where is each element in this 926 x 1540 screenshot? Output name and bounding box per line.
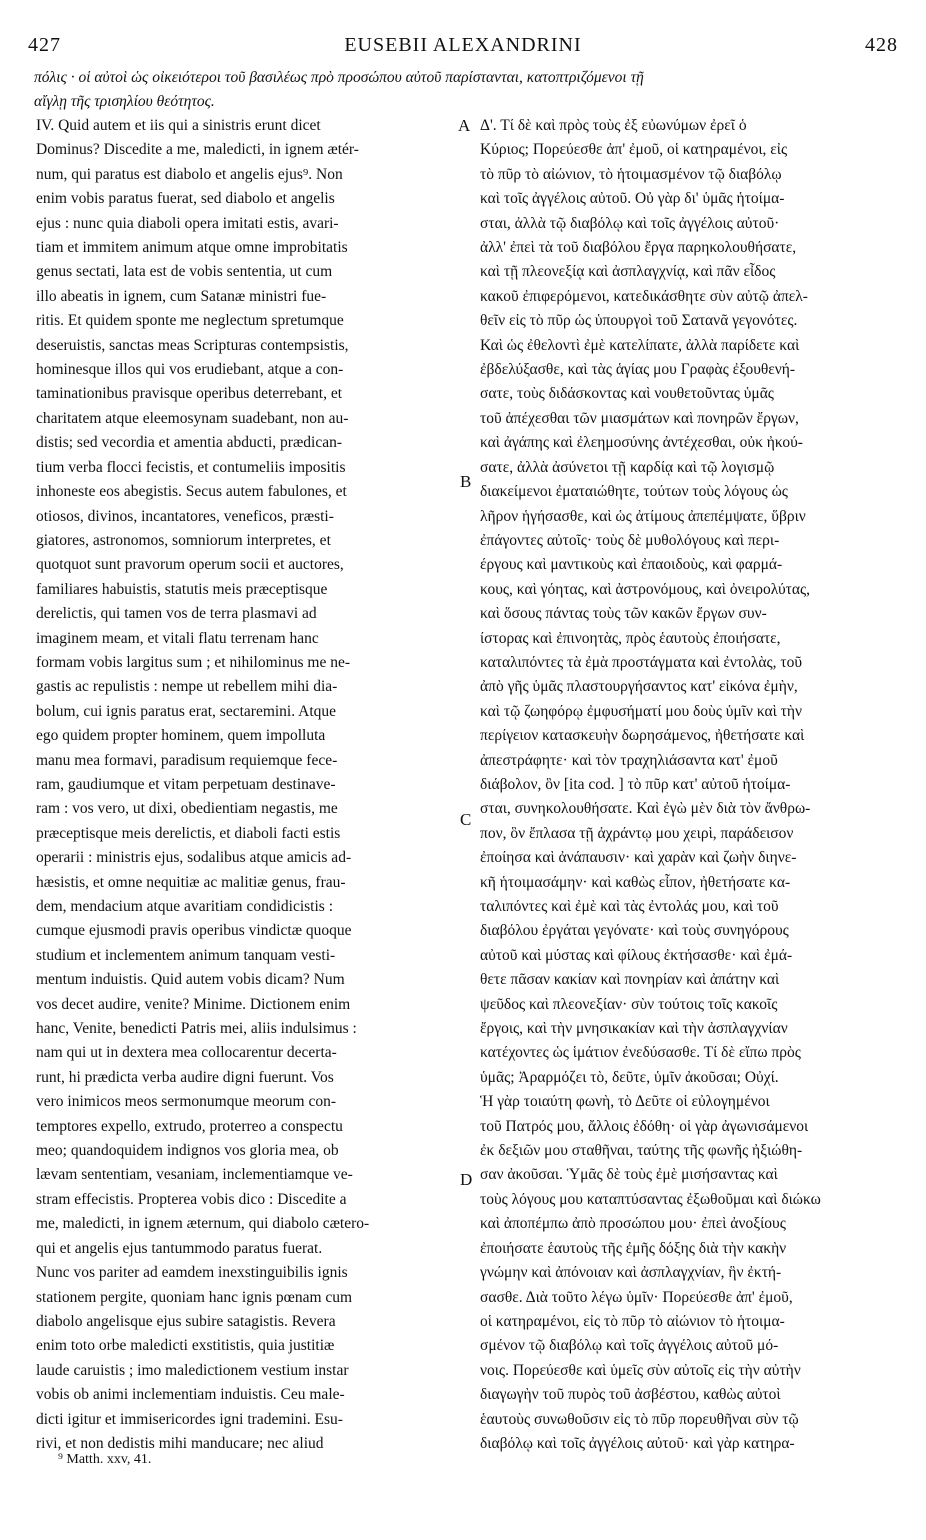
text-line: temptores expello, extrudo, proterreo a conspectu [36, 1117, 343, 1135]
text-line: ἔργοις, καὶ τὴν μνησικακίαν καὶ τὴν ἀσπλαγχνίαν [480, 1020, 788, 1038]
text-line: διαβόλῳ καὶ τοῖς ἀγγέλοις αὐτοῦ· καὶ γὰρ κατηρα- [480, 1434, 795, 1452]
text-line: Ἡ γὰρ τοιαύτη φωνὴ, τὸ Δεῦτε οἱ εὐλογημένοι [480, 1093, 770, 1111]
text-line: τὸ πῦρ τὸ αἰώνιον, τὸ ἡτοιμασμένον τῷ διαβόλῳ [480, 165, 782, 183]
text-line: διαγωγὴν τοῦ πυρὸς τοῦ ἀσβέστου, καθὼς αὐτοὶ [480, 1386, 781, 1404]
text-line: tiam et immitem animum atque omne improbitatis [36, 239, 348, 257]
latin-column [36, 114, 454, 1456]
text-line: derelictis, qui tamen vos de terra plasmavi ad [36, 605, 317, 623]
running-title: EUSEBII ALEXANDRINI [344, 34, 582, 56]
text-line: ἐποίησα καὶ ἀνάπαυσιν· καὶ χαρὰν καὶ ζωὴν διηνε- [480, 849, 797, 867]
text-line: illo abeatis in ignem, cum Satanæ ministri fue- [36, 287, 327, 305]
text-line: διακείμενοι ἐματαιώθητε, τούτων τοὺς λόγους ὡς [480, 483, 788, 501]
text-line: τοῦ Πατρός μου, ἄλλοις ἐδόθη· οἱ γὰρ ἀγωνισάμενοι [480, 1117, 809, 1135]
text-line: hominesque illos qui vos erudiebant, atque a con- [36, 361, 344, 379]
text-line: τοῦ ἀπέχεσθαι τῶν μιασμάτων καὶ πονηρῶν ἔργων, [480, 409, 799, 427]
page-number-left: 427 [28, 34, 61, 56]
text-line: dem, mendacium atque avaritiam condidicistis : [36, 898, 333, 915]
text-line: κατέχοντες ὡς ἱμάτιον ἐνεδύσασθε. Τί δὲ εἴπω πρὸς [480, 1044, 801, 1062]
text-line: otiosos, divinos, incantatores, veneficos, præsti- [36, 507, 334, 525]
text-line: κῆ ἡτοιμασάμην· καὶ καθὼς εἶπον, ἠθετήσατε κα- [480, 873, 791, 891]
greek-column [480, 114, 900, 1456]
text-line: γνώμην καὶ ἀπόνοιαν καὶ ἀσπλαγχνίαν, ἣν ἐκτή- [480, 1264, 782, 1282]
text-line: ἑαυτοὺς συνωθοῦσιν εἰς τὸ πῦρ πορευθῆναι σὺν τῷ [480, 1410, 799, 1428]
text-line: ἀπὸ γῆς ὑμᾶς πλαστουργήσαντος κατ' εἰκόνα ἐμὴν, [480, 678, 798, 696]
text-line: σται, συνηκολουθήσατε. Καὶ ἐγὼ μὲν διὰ τὸν ἄνθρω- [480, 800, 811, 818]
text-line: deseruistis, sanctas meas Scripturas contempsistis, [36, 336, 349, 354]
text-line: κους, καὶ γόητας, καὶ ἀστρονόμους, καὶ ὀνειρολύτας, [480, 580, 811, 598]
text-line: πον, ὃν ἔπλασα τῇ ἀχράντῳ μου χειρὶ, παράδεισον [480, 824, 794, 842]
text-line: charitatem atque eleemosynam suadebant, non au- [36, 409, 349, 427]
text-line: καὶ ἀποπέμπω ἀπὸ προσώπου μου· ἐπεὶ ἀνοξίους [480, 1215, 786, 1233]
text-line: αἴγλῃ τῆς τρισηλίου θεότητος. [34, 93, 215, 110]
text-line: Nunc vos pariter ad eamdem inexstinguibilis ignis [36, 1264, 348, 1282]
text-line: ejus : nunc quia diaboli opera imitati estis, avari- [36, 214, 339, 232]
text-line: καταλιπόντες τὰ ἐμὰ προστάγματα καὶ ἐντολὰς, τοῦ [480, 653, 803, 671]
text-line: Dominus? Discedite a me, maledicti, in ignem ætér- [36, 141, 359, 159]
text-line: inhoneste eos abegistis. Secus autem fabulones, et [36, 483, 347, 501]
text-line: familiares habuistis, statutis meis præceptisque [36, 580, 328, 598]
text-line: νοις. Πορεύεσθε καὶ ὑμεῖς σὺν αὐτοῖς εἰς τὴν αὐτὴν [480, 1361, 801, 1379]
text-line: gastis ac repulistis : nempe ut rebellem mihi dia- [36, 678, 338, 696]
text-line: præceptisque meis derelictis, et diaboli facti estis [36, 824, 341, 842]
text-line: ego quidem propter hominem, quem impolluta [36, 727, 326, 745]
section-marker-d: D [460, 1170, 473, 1189]
text-line: Δ'. Τί δὲ καὶ πρὸς τοὺς ἐξ εὐωνύμων ἐρεῖ ὁ [480, 117, 747, 134]
text-line: lævam sententiam, vesaniam, inclementiamque ve- [36, 1166, 353, 1184]
text-line: enim toto orbe maledicti exstitistis, quia justitiæ [36, 1337, 335, 1355]
text-line: enim vobis paratus fuerat, sed diabolo et angelis [36, 190, 335, 208]
page-header [28, 34, 898, 60]
text-line: operarii : ministris ejus, sodalibus atque amicis ad- [36, 849, 352, 867]
text-line: stationem pergite, quoniam hanc ignis pœnam cum [36, 1288, 353, 1306]
footnote: ⁹ Matth. xxv, 41. [58, 1452, 152, 1467]
text-line: ram, gaudiumque et vitam perpetuam destinave- [36, 775, 336, 793]
text-line: τοὺς λόγους μου καταπτύσαντας ἐξωθοῦμαι καὶ διώκω [480, 1190, 821, 1208]
text-line: σμένον τῷ διαβόλῳ καὶ τοῖς ἀγγέλοις αὐτοῦ μό- [480, 1337, 779, 1355]
text-line: imaginem meam, et vitali flatu terrenam hanc [36, 629, 319, 647]
text-line: σατε, τοὺς διδάσκοντας καὶ νουθετοῦντας ὑμᾶς [480, 385, 774, 403]
text-line: έργους καὶ μαντικοὺς καὶ ἐπαοιδοὺς, καὶ φαρμά- [480, 556, 783, 574]
text-line: cumque ejusmodi pravis operibus vindictæ quoque [36, 922, 352, 940]
text-line: ritis. Et quidem sponte me neglectum spretumque [36, 312, 344, 330]
text-line: ἐκ δεξιῶν μου σταθῆναι, ταύτης τῆς φωνῆς ἠξιώθη- [480, 1142, 803, 1160]
section-marker-c: C [460, 810, 472, 829]
text-line: καὶ τῇ πλεονεξίᾳ καὶ ἀσπλαγχνίᾳ, καὶ πᾶν εἶδος [480, 263, 776, 281]
text-line: runt, hi prædicta verba audire digni fuerunt. Vos [36, 1068, 334, 1086]
text-line: stram effecistis. Propterea vobis dico : Discedite a [36, 1190, 347, 1208]
text-line: giatores, astronomos, somniorum interpretes, et [36, 531, 331, 549]
text-line: καὶ τοῖς ἀγγέλοις αὐτοῦ. Οὐ γὰρ δι' ὑμᾶς ἡτοίμα- [480, 190, 785, 208]
page-number-right: 428 [865, 34, 898, 56]
text-line: ψεῦδος καὶ πλεονεξίαν· σὺν τούτοις τοῖς κακοῖς [480, 995, 778, 1013]
text-line: διαβόλου ἐργάται γεγόνατε· καὶ τοὺς συνηγόρους [480, 922, 789, 940]
text-line: ἀλλ' ἐπεὶ τὰ τοῦ διαβόλου ἔργα παρηκολουθήσατε, [480, 239, 797, 257]
text-line: laude caruistis ; imo maledictionem vestium instar [36, 1361, 349, 1379]
text-line: ταλιπόντες καὶ ἐμὲ καὶ τὰς ἐντολάς μου, καὶ τοῦ [480, 898, 779, 915]
text-line: quotquot sunt pravorum operum socii et auctores, [36, 556, 344, 574]
text-line: formam vobis largitus sum ; et nihilominus me ne- [36, 653, 350, 671]
text-line: manu mea formavi, paradisum requiemque fece- [36, 751, 338, 769]
text-line: ίστορας καὶ ἐπινοητὰς, πρὸς ἑαυτοὺς ἐποιήσατε, [480, 629, 781, 647]
text-line: Κύριος; Πορεύεσθε ἀπ' ἐμοῦ, οἱ κατηραμένοι, εἰς [480, 141, 788, 159]
text-line: αὐτοῦ καὶ μύστας καὶ φίλους ἐκτήσασθε· καὶ ἐμά- [480, 946, 793, 964]
text-line: genus sectati, lata est de vobis sententia, ut cum [36, 263, 333, 281]
text-line: nam qui ut in dextera mea collocarentur decerta- [36, 1044, 337, 1062]
text-line: ἐβδελύξασθε, καὶ τὰς ἁγίας μου Γραφὰς ἐξουθενή- [480, 361, 796, 379]
text-line: me, maledicti, in ignem æternum, qui diabolo cætero- [36, 1215, 370, 1233]
text-line: hæsistis, et omne nequitiæ ac malitiæ genus, frau- [36, 873, 346, 891]
text-line: ἀπεστράφητε· καὶ τὸν τραχηλιάσαντα κατ' ἐμοῦ [480, 751, 778, 769]
section-marker-b: B [460, 472, 472, 491]
text-line: ἐποιήσατε ἑαυτοὺς τῆς ἐμῆς δόξης διὰ τὴν κακὴν [480, 1239, 787, 1257]
text-line: οἱ κατηραμένοι, εἰς τὸ πῦρ τὸ αἰώνιον τὸ ἡτοιμα- [480, 1312, 785, 1330]
text-line: ἐπάγοντες αὐτοῖς· τοὺς δὲ μυθολόγους καὶ περι- [480, 531, 780, 549]
text-line: ὑμᾶς; Ἀραρμόζει τὸ, δεῦτε, ὑμῖν ἀκοῦσαι; Οὐχί. [480, 1068, 779, 1086]
text-line: καὶ τῷ ζωηφόρῳ ἐμφυσήματί μου δοὺς ὑμῖν καὶ τὴν [480, 702, 802, 720]
text-line: diabolo angelisque ejus subire satagistis. Revera [36, 1312, 336, 1330]
text-line: vobis ob animi inclementiam induistis. Ceu male- [36, 1386, 345, 1404]
text-line: διάβολον, ὃν [ita cod. ] τὸ πῦρ κατ' αὐτοῦ ἡτοίμα- [480, 775, 791, 793]
text-line: πόλις · οἱ αὐτοὶ ὡς οἰκειότεροι τοῦ βασιλέως πρὸ προσώπου αὐτοῦ παρίστανται, κατοπτριζόμενοι τῇ [34, 69, 644, 86]
text-line: σατε, ἀλλὰ ἀσύνετοι τῇ καρδίᾳ καὶ τῷ λογισμῷ [480, 458, 775, 476]
text-line: rivi, et non dedistis mihi manducare; nec aliud [36, 1434, 324, 1452]
text-line: tium verba flocci fecistis, et contumeliis impositis [36, 458, 346, 476]
text-line: λῆρον ἡγήσασθε, καὶ ὡς ἀτίμους ἀπεπέμψατε, ὕβριν [480, 507, 806, 525]
text-line: κακοῦ ἐπιφερόμενοι, κατεδικάσθητε σὺν αὐτῷ ἀπελ- [480, 287, 808, 305]
text-line: καὶ ἀγάπης καὶ ἐλεημοσύνης ἀντέχεσθαι, οὐκ ἠκού- [480, 434, 803, 452]
continuation-text [34, 66, 900, 114]
text-line: σασθε. Διὰ τοῦτο λέγω ὑμῖν· Πορεύεσθε ἀπ' ἐμοῦ, [480, 1288, 793, 1306]
text-line: IV. Quid autem et iis qui a sinistris erunt dicet [36, 117, 321, 134]
text-line: Καὶ ὡς ἐθελοντὶ ἐμὲ κατελίπατε, ἀλλὰ παρίδετε καὶ [480, 336, 800, 354]
text-line: mentum induistis. Quid autem vobis dicam? Num [36, 971, 345, 989]
text-line: vos decet audire, venite? Minime. Dictionem enim [36, 995, 351, 1013]
text-line: num, qui paratus est diabolo et angelis ejus⁹. Non [36, 165, 343, 183]
text-line: θετε πᾶσαν κακίαν καὶ πονηρίαν καὶ ἀπάτην καὶ [480, 971, 780, 989]
text-line: meo; quandoquidem indignos vos gloria mea, ob [36, 1142, 339, 1160]
text-line: qui et angelis ejus tantummodo paratus fuerat. [36, 1239, 323, 1257]
text-line: vero inimicos meos sermonumque meorum con- [36, 1093, 337, 1111]
text-line: σαν ἀκοῦσαι. Ὑμᾶς δὲ τοὺς ἐμὲ μισήσαντας καὶ [480, 1166, 778, 1184]
text-line: θεῖν εἰς τὸ πῦρ ὡς ὑπουργοὶ τοῦ Σατανᾶ γεγονότες. [480, 312, 798, 330]
section-marker-a: A [458, 116, 471, 135]
text-line: studium et inclementem animum tanquam vesti- [36, 946, 336, 964]
text-line: dicti igitur et immisericordes igni trademini. Esu- [36, 1410, 343, 1428]
text-line: distis; sed vecordia et amentia abducti, prædican- [36, 434, 343, 452]
text-line: περίγειον κατασκευὴν δωρησάμενος, ἠθετήσατε καὶ [480, 727, 805, 745]
text-line: bolum, cui ignis paratus erat, sectaremini. Atque [36, 702, 337, 720]
text-line: taminationibus pravisque operibus deterrebant, et [36, 385, 343, 403]
text-line: hanc, Venite, benedicti Patris mei, aliis indulsimus : [36, 1020, 357, 1038]
text-line: ram : vos vero, ut dixi, obedientiam negastis, me [36, 800, 338, 818]
text-line: σται, ἀλλὰ τῷ διαβόλῳ καὶ τοῖς ἀγγέλοις αὐτοῦ· [480, 214, 780, 232]
text-line: καὶ ὅσους πάντας τοὺς τῶν κακῶν ἔργων συν- [480, 605, 767, 623]
